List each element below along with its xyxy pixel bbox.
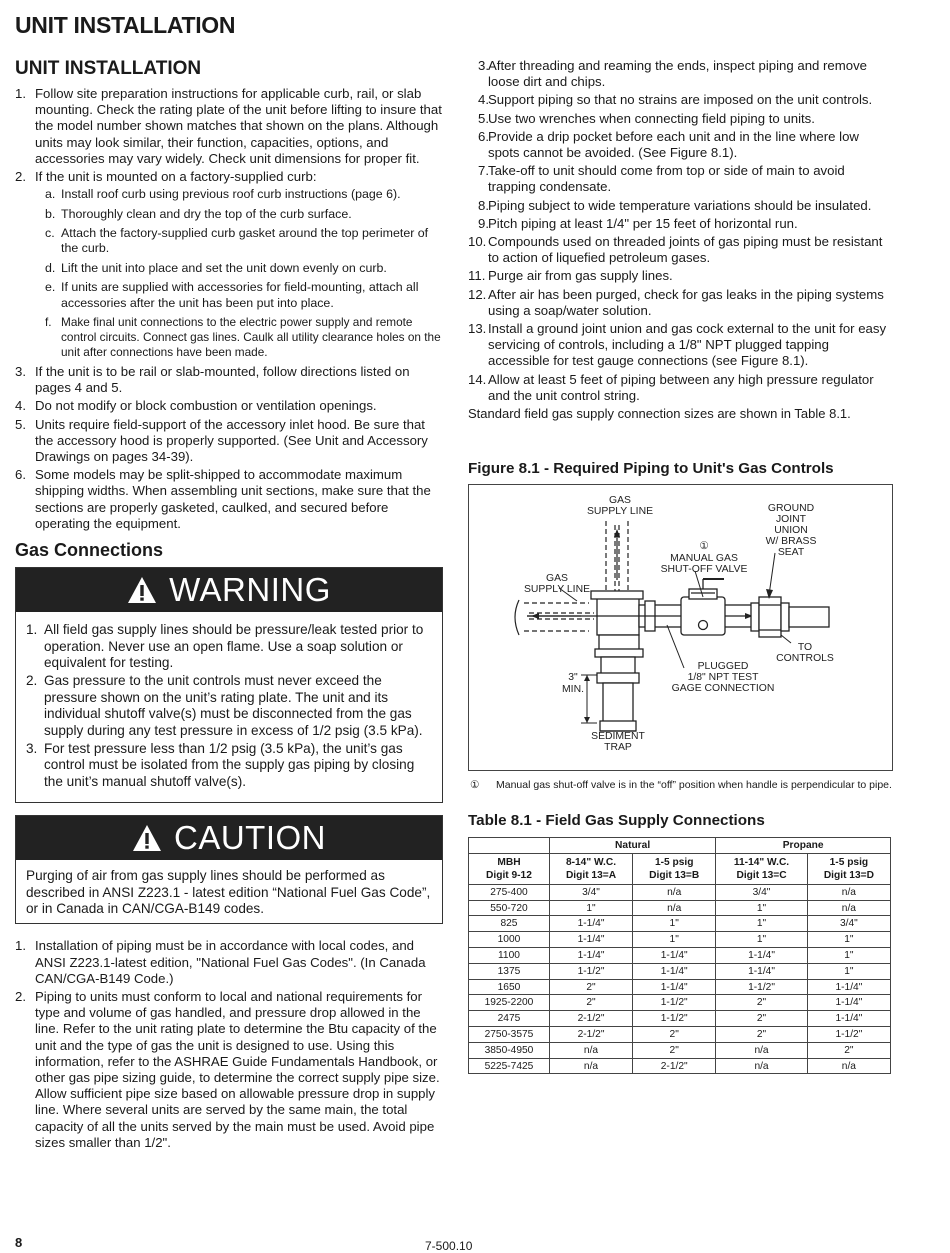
label-plug-2: 1/8" NPT TEST (687, 672, 759, 684)
label-union-3: UNION (774, 525, 808, 537)
sediment-trap (597, 657, 639, 731)
label-valve-1: MANUAL GAS (670, 553, 738, 565)
label-trap-2: TRAP (604, 742, 632, 754)
label-valve-2: SHUT-OFF VALVE (660, 564, 748, 576)
list-item: 9. Pitch piping at least 1/4" per 15 feet of horizontal run. (478, 215, 798, 231)
figure-note (468, 779, 893, 792)
label-gas-top-1: GAS (609, 495, 631, 507)
table-title: Table 8.1 - Field Gas Supply Connections (468, 812, 765, 830)
list-item: 10. Compounds used on threaded joints of gas piping must be resistant to action of liquefied petroleum gases. (468, 234, 883, 266)
label-gas-left-1: GAS (546, 573, 568, 585)
col-a: 8-14" W.C. Digit 13=A (549, 853, 632, 884)
label-min-2: MIN. (562, 684, 584, 696)
table-row: 1650 2" 1-1/4" 1-1/2" 1-1/4" (469, 979, 891, 995)
label-gas-left-2: SUPPLY LINE (523, 584, 591, 596)
label-gas-top-2: SUPPLY LINE (586, 506, 654, 518)
ground-joint-union (751, 597, 829, 637)
gas-piping-steps (15, 938, 443, 1151)
table-row: 275-400 3/4" n/a 3/4" n/a (469, 884, 891, 900)
label-to-1: TO (797, 642, 813, 654)
caution-header (16, 816, 442, 860)
list-item: 5. Units require field-support of the accessory inlet hood. Be sure that the accessory hood is properly supported. (See Unit and Accessory Drawings on pages 34-39). (15, 416, 428, 465)
group-natural: Natural (549, 838, 715, 854)
label-union-2: JOINT (775, 514, 807, 526)
page-title: UNIT INSTALLATION (15, 12, 236, 38)
vertical-supply-pipe (606, 521, 628, 595)
label-min-1: 3" (568, 672, 578, 684)
gas-connections-table (468, 837, 891, 1074)
standard-sizes-note: Standard field gas supply connection sizes are shown in Table 8.1. (468, 406, 851, 422)
list-item: e. If units are supplied with accessories for field-mounting, attach all accessories after the unit has been put into place. (45, 280, 419, 310)
table-row: 825 1-1/4" 1" 1" 3/4" (469, 916, 891, 932)
page-number: 8 (15, 1235, 23, 1250)
list-item: 8. Piping subject to wide temperature variations should be insulated. (478, 197, 872, 213)
warning-triangle-icon (127, 575, 157, 605)
warning-header (16, 568, 442, 612)
label-plug-1: PLUGGED (697, 661, 749, 673)
table-row: 2475 2-1/2" 1-1/2" 2" 1-1/4" (469, 1011, 891, 1027)
list-item: 4. Do not modify or block combustion or ventilation openings. (15, 398, 377, 414)
table-row: 3850-4950 n/a 2" n/a 2" (469, 1042, 891, 1058)
list-item: 6. Some models may be split-shipped to accommodate maximum shipping widths. When assembling unit sections, make sure that the sections are properly gasketed, caulked, and secured before operating the equipment. (15, 467, 431, 531)
list-item: 2. Piping to units must conform to local and national requirements for type and volume of gas handled, and pressure drop allowed in the line. Refer to the unit rating plate to determine the Btu capacity of the unit and the type of gas the unit is designed to use. Using this information, refer to the ASHRAE Guide Fundamentals Handbook, or other gas pipe sizing guide, to determine the correct supply pipe size. Allow sufficient pipe size based on allowable pressure drop in supply line. Where several units are served by the same main, the total capacity of all the units served by the main must be used. Avoid pipe sizes smaller than 1/2". (15, 988, 440, 1150)
unit-installation-heading: UNIT INSTALLATION (15, 58, 202, 79)
table-group-row (469, 838, 891, 854)
list-item: 3. For test pressure less than 1/2 psig (3.5 kPa), the unit’s gas control must be isolated from the supply gas piping by closing the unit’s manual shutoff valve(s). (26, 740, 415, 789)
label-union-5: SEAT (777, 547, 805, 559)
col-mbh: MBH Digit 9-12 (469, 853, 550, 884)
label-union-1: GROUND (767, 503, 815, 515)
table-row: 1100 1-1/4" 1-1/4" 1-1/4" 1" (469, 948, 891, 964)
right-column (468, 58, 893, 1074)
list-item: b. Thoroughly clean and dry the top of the curb surface. (45, 206, 352, 221)
label-trap-1: SEDIMENT (591, 731, 645, 743)
caution-title: CAUTION (174, 819, 326, 857)
document-number: 7-500.10 (425, 1239, 473, 1253)
list-item: f. Make final unit connections to the electric power supply and remote control circuits. Connect gas lines. Caulk all utility clearance holes on the unit after connections have been made. (45, 315, 441, 360)
group-propane: Propane (716, 838, 891, 854)
note-symbol: ① (470, 779, 480, 792)
horizontal-supply-pipe (515, 600, 594, 635)
list-item: 11. Purge air from gas supply lines. (468, 268, 673, 284)
label-union-4: W/ BRASS (765, 536, 817, 548)
table-row: 550-720 1" n/a 1" n/a (469, 900, 891, 916)
table-row: 1000 1-1/4" 1" 1" 1" (469, 932, 891, 948)
left-column (15, 58, 443, 1153)
list-item: 7. Take-off to unit should come from top or side of main to avoid trapping condensate. (478, 163, 845, 195)
warning-list (26, 622, 432, 790)
list-item: 1. Follow site preparation instructions for applicable curb, rail, or slab mounting. Check the rating plate of the unit before lifting to insure that the model number shown matches that shown on the plans. Although units may look similar, their function, capacities, options, and accessories may vary widely. Check unit dimensions for proper fit. (15, 86, 442, 166)
col-c: 11-14" W.C. Digit 13=C (716, 853, 808, 884)
col-b: 1-5 psig Digit 13=B (633, 853, 716, 884)
label-to-2: CONTROLS (776, 653, 834, 665)
list-item: 13. Install a ground joint union and gas cock external to the unit for easy servicing of controls, including a 1/8" NPT plugged tapping accessible for test gauge connections (see Figure 8.1). (468, 321, 887, 369)
table-row: 1925-2200 2" 1-1/2" 2" 1-1/4" (469, 995, 891, 1011)
list-item: 1. All field gas supply lines should be pressure/leak tested prior to operation. Never use an open flame. Use a soap solution or equivalent for testing. (26, 622, 424, 670)
tee-fitting (591, 591, 643, 657)
caution-box (15, 815, 443, 924)
list-item: a. Install roof curb using previous roof curb instructions (page 6). (45, 187, 401, 202)
piping-steps (468, 58, 893, 404)
list-item: 12. After air has been purged, check for gas leaks in the piping systems using a soap/water solution. (468, 286, 884, 318)
warning-box (15, 567, 443, 803)
list-item: c. Attach the factory-supplied curb gasket around the top perimeter of the curb. (45, 226, 429, 256)
warning-title: WARNING (169, 571, 331, 609)
col-d: 1-5 psig Digit 13=D (807, 853, 890, 884)
list-item: d. Lift the unit into place and set the unit down evenly on curb. (45, 260, 387, 275)
piping-figure (468, 484, 893, 771)
caution-triangle-icon (132, 823, 162, 853)
list-item: 1. Installation of piping must be in accordance with local codes, and ANSI Z223.1-latest edition, "National Fuel Gas Codes". (In Canada CAN/CGA-B149 Code.) (15, 938, 426, 986)
table-row: 1375 1-1/2" 1-1/4" 1-1/4" 1" (469, 963, 891, 979)
curb-substeps (35, 187, 443, 360)
gas-connections-heading: Gas Connections (15, 540, 164, 561)
piping-diagram (469, 485, 892, 770)
table-row: 5225-7425 n/a 2-1/2" n/a n/a (469, 1058, 891, 1074)
table-row: 2750-3575 2-1/2" 2" 2" 1-1/2" (469, 1027, 891, 1043)
list-item: 2. If the unit is mounted on a factory-supplied curb: a. Install roof curb using previous roof curb instructions (page 6). b. Thoroughly clean and dry the top of the curb surface. c. Attach the factory-supplied curb gasket around the top perimeter of the curb. d. Lift the unit into place and set the unit down evenly on curb. e. If units are supplied with accessories for field-mounting, attach all accessories after the unit has been put into place. f. Make final unit connections to the electric power supply and remote control circuits. Connect gas lines. Caulk all utility clearance holes on the unit after connections have been made. (15, 169, 443, 360)
list-item: 5. Use two wrenches when connecting field piping to units. (478, 110, 815, 126)
label-plug-3: GAGE CONNECTION (671, 683, 775, 695)
figure-title: Figure 8.1 - Required Piping to Unit's Gas Controls (468, 460, 834, 478)
list-item: 14. Allow at least 5 feet of piping between any high pressure regulator and the unit control string. (468, 371, 874, 403)
list-item: 2. Gas pressure to the unit controls must never exceed the pressure shown on the unit’s rating plate. The unit and its individual shutoff valve(s) must be disconnected from the gas supply during any test pressure in excess of 1/2 psig (3.5 kPa). (26, 673, 423, 738)
list-item: 6. Provide a drip pocket before each unit and in the line where low spots cannot be avoided. (See Figure 8.1). (478, 128, 859, 161)
list-item: 4. Support piping so that no strains are imposed on the unit controls. (478, 92, 873, 108)
table-header-row (469, 853, 891, 884)
label-valve-sym: ① (699, 541, 709, 553)
installation-steps (15, 86, 443, 532)
manual-gas-valve (681, 579, 725, 635)
list-item: 3. After threading and reaming the ends, inspect piping and remove loose dirt and chips. (478, 58, 868, 90)
min-dimension (581, 675, 597, 723)
note-text: Manual gas shut-off valve is in the “off” position when handle is perpendicular to pipe. (496, 779, 892, 792)
list-item: 3. If the unit is to be rail or slab-mounted, follow directions listed on pages 4 and 5. (15, 364, 410, 396)
caution-text: Purging of air from gas supply lines should be performed as described in ANSI Z223.1 - latest edition “National Fuel Gas Code”, or in Canada in CAN/CGA-B149 codes. (26, 868, 431, 916)
